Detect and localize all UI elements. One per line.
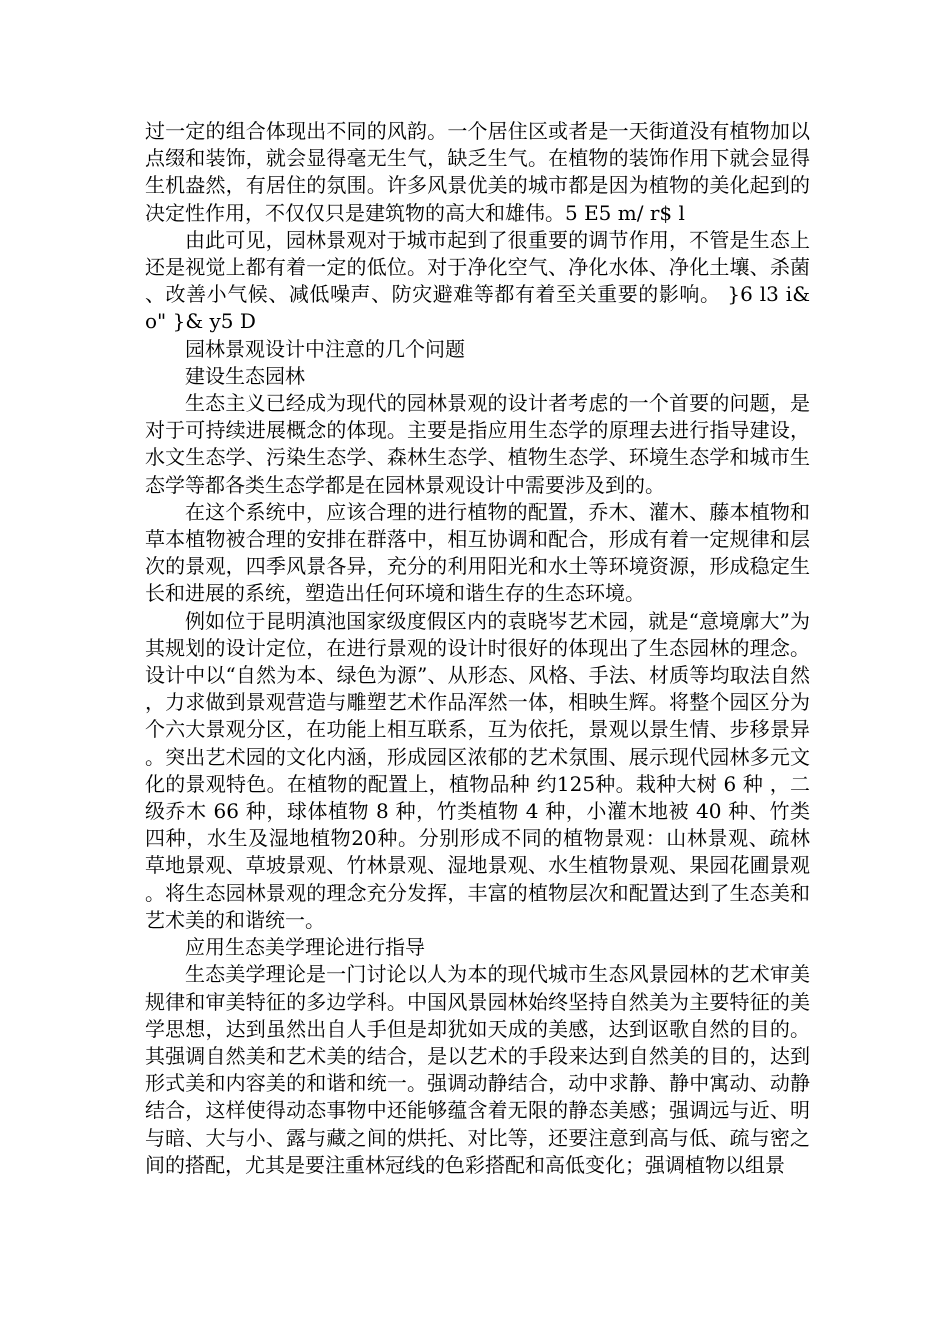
body-paragraph: 生态主义已经成为现代的园林景观的设计者考虑的一个首要的问题，是对于可持续进展概念的体现。主要是指应用生态学的原理去进行指导建设，水文生态学、污染生态学、森林生态学、植物生态学、环境生态学和城市生态学等都各类生态学都是在园林景观设计中需要涉及到的。 [145, 391, 810, 497]
body-paragraph: 由此可见，园林景观对于城市起到了很重要的调节作用，不管是生态上还是视觉上都有着一定的低位。对于净化空气、净化水体、净化土壤、杀菌、改善小气候、减低噪声、防灾避难等都有着至关重要的影响。 }6 l3 i& o" }& y5 D [145, 227, 810, 334]
subsection-heading: 建设生态园林 [185, 363, 305, 388]
body-paragraph: 生态美学理论是一门讨论以人为本的现代城市生态风景园林的艺术审美规律和审美特征的多边学科。中国风景园林始终坚持自然美为主要特征的美学思想，达到虽然出自人手但是却犹如天成的美感，达到讴歌自然的目的。其强调自然美和艺术美的结合，是以艺术的手段来达到自然美的目的，达到形式美和内容美的和谐和统一。强调动静结合，动中求静、静中寓动、动静结合，这样使得动态事物中还能够蕴含着无限的静态美感；强调远与近、明与暗、大与小、露与藏之间的烘托、对比等，还要注意到高与低、疏与密之间的搭配，尤其是要注重林冠线的色彩搭配和高低变化；强调植物以组景 [145, 962, 810, 1177]
body-paragraph: 例如位于昆明滇池国家级度假区内的袁晓岑艺术园，就是“意境廓大”为其规划的设计定位，在进行景观的设计时很好的体现出了生态园林的理念。设计中以“自然为本、绿色为源”、从形态、风格、手法、材质等均取法自然，力求做到景观营造与雕塑艺术作品浑然一体，相映生辉。将整个园区分为个六大景观分区，在功能上相互联系，互为依托，景观以景生情、步移景异。突出艺术园的文化内涵，形成园区浓郁的艺术氛围、展示现代园林多元文化的景观特色。在植物的配置上，植物品种 约125种。栽种大树 6 种 ，二级乔木 66 种，球体植物 8 种，竹类植物 4 种，小灌木地被 40 种、竹类四种，水生及湿地植物20种。分别形成不同的植物景观：山林景观、疏林草地景观、草坡景观、竹林景观、湿地景观、水生植物景观、果园花圃景观。将生态园林景观的理念充分发挥，丰富的植物层次和配置达到了生态美和艺术美的和谐统一。 [145, 608, 810, 932]
subsection-heading: 应用生态美学理论进行指导 [185, 935, 425, 960]
section-heading: 园林景观设计中注意的几个问题 [185, 336, 465, 361]
body-paragraph: 过一定的组合体现出不同的风韵。一个居住区或者是一天街道没有植物加以点缀和装饰，就会显得毫无生气，缺乏生气。在植物的装饰作用下就会显得生机盎然，有居住的氛围。许多风景优美的城市都是因为植物的美化起到的决定性作用，不仅仅只是建筑物的高大和雄伟。5 E5 m/ r$ l [145, 119, 810, 225]
document-page [145, 118, 810, 1179]
body-paragraph: 在这个系统中，应该合理的进行植物的配置，乔木、灌木、藤本植物和草本植物被合理的安排在群落中，相互协调和配合，形成有着一定规律和层次的景观，四季风景各异，充分的利用阳光和水土等环境资源，形成稳定生长和进展的系统，塑造出任何环境和谐生存的生态环境。 [145, 499, 810, 606]
